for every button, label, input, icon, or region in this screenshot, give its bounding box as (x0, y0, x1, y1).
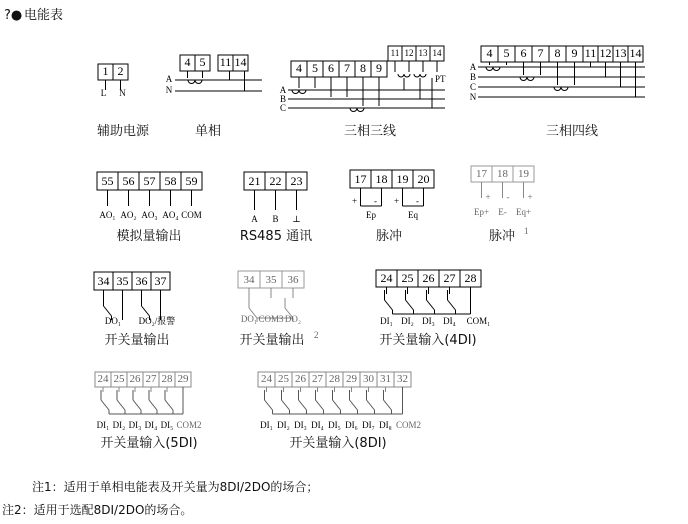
terminal-number: 59 (185, 174, 198, 188)
diagram-label: RS485 通讯 (239, 229, 313, 244)
pin-label: DI₁ (96, 420, 110, 430)
line-label: C (469, 82, 477, 92)
terminal-number: 7 (344, 61, 350, 75)
pin-label: AO₄ (162, 210, 179, 220)
footnote-2: 注2：适用于选配8DI/2DO的场合。 (2, 503, 193, 517)
pin-label: DI₄ (443, 316, 456, 326)
pin-label: DI₄ (311, 420, 324, 430)
terminal-number: 24 (97, 373, 109, 385)
terminal-number: 12 (404, 48, 414, 58)
bullet-marker: ?● (4, 8, 23, 23)
ct-coil-icon (554, 87, 568, 91)
terminal-number: 4 (296, 61, 302, 75)
terminal-number: 24 (261, 373, 272, 385)
terminal-number: 9 (571, 46, 578, 60)
header (4, 7, 63, 23)
ct-coil-icon (188, 80, 202, 84)
ct-coil-icon (350, 108, 364, 112)
terminal-number: 28 (464, 271, 477, 285)
pin-label: COM (181, 210, 202, 220)
terminal-number: 19 (396, 172, 409, 186)
terminal-number: 55 (101, 174, 114, 188)
pin-label: DI₂ (277, 420, 290, 430)
ct-coil-icon (292, 90, 306, 94)
pin-label: COM2 (176, 420, 202, 430)
terminal-number: 37 (154, 274, 167, 288)
pin-label: COM3 (258, 314, 284, 324)
pin-label: DI₅ (160, 420, 174, 430)
terminal-number: 20 (417, 172, 430, 186)
line-label: B (279, 94, 287, 104)
wire-line (350, 400, 358, 410)
polarity-sign: + (393, 196, 400, 206)
pin-label: N (119, 88, 126, 98)
ct-coil-icon (520, 77, 534, 81)
ct-coil-icon (486, 67, 500, 71)
pin-label: Ep (366, 210, 376, 220)
pin-label: COM2 (395, 420, 422, 430)
terminal-number: 5 (312, 61, 318, 75)
pin-label: DI₄ (144, 420, 158, 430)
footnote-mark: 1 (524, 226, 529, 236)
terminal-number: 28 (161, 373, 173, 385)
terminal-number: 36 (287, 274, 299, 286)
terminal-number: 32 (397, 373, 408, 385)
terminal-number: 35 (116, 274, 129, 288)
terminal-number: 29 (346, 373, 357, 385)
terminal-number: 14 (629, 46, 642, 60)
diagram-label: 模拟量输出 (116, 229, 182, 244)
terminal-number: 11 (219, 55, 232, 69)
terminal-number: 25 (113, 373, 125, 385)
ct-coil-icon (398, 74, 410, 77)
wire-line (299, 400, 307, 410)
wire-line (117, 400, 125, 410)
pin-label: AO₂ (120, 210, 137, 220)
pin-label: AO₃ (141, 210, 158, 220)
terminal-number: 18 (497, 168, 508, 180)
polarity-sign: - (506, 192, 510, 202)
terminal-number: 26 (422, 271, 435, 285)
terminal-number: 27 (312, 373, 323, 385)
wire-line (385, 300, 393, 310)
wire-line (101, 400, 109, 410)
terminal-number: 13 (614, 46, 627, 60)
line-label: N (469, 92, 477, 102)
polarity-sign: + (485, 192, 491, 202)
pin-label: DI₇ (362, 420, 375, 430)
diagram-label: 开关量输入(5DI) (100, 436, 198, 451)
switch-input-5di-diagram (95, 372, 202, 451)
pin-label: L (100, 88, 107, 98)
pin-label: B (272, 214, 279, 224)
diagram-label: 三相四线 (545, 124, 599, 139)
diagram-label: 开关量输入(8DI) (289, 436, 387, 451)
diagram-label: 开关量输出 (104, 333, 170, 348)
terminal-number: 34 (243, 274, 255, 286)
pin-label: DI₃ (294, 420, 307, 430)
pulse-diagram (350, 170, 434, 244)
terminal-number: 31 (380, 373, 391, 385)
pin-label: COM₁ (466, 316, 491, 326)
wire-line (265, 400, 273, 410)
line-label: A (165, 74, 173, 84)
pin-label: DO₁ (240, 314, 258, 324)
switch-input-8di-diagram (258, 372, 421, 451)
diagram-label: 辅助电源 (96, 124, 150, 139)
pin-label: A (251, 214, 258, 224)
diagram-label: 脉冲 (375, 229, 403, 244)
terminal-number: 27 (145, 373, 157, 385)
wire-line (316, 400, 324, 410)
pin-label: ⊥ (292, 214, 301, 224)
terminal-number: 35 (265, 274, 277, 286)
terminal-number: 4 (486, 46, 493, 60)
line-label: N (165, 85, 173, 95)
terminal-number: 6 (520, 46, 527, 60)
diagram-label: 三相三线 (343, 124, 397, 139)
wire-line (133, 400, 141, 410)
analog-output-diagram (97, 172, 202, 244)
wire-line (142, 306, 150, 316)
terminal-number: 4 (184, 55, 191, 69)
terminal-number: 34 (97, 274, 110, 288)
terminal-number: 7 (537, 46, 544, 60)
polarity-sign: + (527, 192, 533, 202)
terminal-number: 30 (363, 373, 374, 385)
terminal-number: 25 (401, 271, 414, 285)
wire-line (165, 400, 173, 410)
terminal-number: 8 (360, 61, 366, 75)
wire-line (384, 400, 392, 410)
single-phase-diagram (166, 55, 262, 139)
terminal-number: 17 (476, 168, 487, 180)
pin-label: AO₁ (99, 210, 116, 220)
terminal-number: 29 (177, 373, 189, 385)
line-label: A (469, 62, 477, 72)
pin-label: DI₅ (328, 420, 341, 430)
terminal-number: 36 (135, 274, 148, 288)
terminal-number: 25 (278, 373, 289, 385)
terminal-number: 18 (375, 172, 388, 186)
pin-label: DO₁ (104, 316, 122, 326)
line-label: B (469, 72, 477, 82)
footnotes (2, 479, 318, 517)
switch-output-diagram-note2 (238, 271, 319, 348)
terminal-number: 24 (380, 271, 393, 285)
pin-label: Eq (408, 210, 418, 220)
pin-label: DI₁ (260, 420, 273, 430)
pin-label: E- (498, 207, 507, 217)
switch-output-diagram (94, 272, 175, 348)
pin-label: DI₈ (379, 420, 392, 430)
wire-line (406, 300, 414, 310)
polarity-sign: - (374, 196, 377, 206)
pin-label: DI₂ (112, 420, 126, 430)
terminal-number: 9 (376, 61, 382, 75)
terminal-number: 23 (290, 174, 303, 188)
terminal-number: 58 (164, 174, 177, 188)
terminal-number: 22 (269, 174, 282, 188)
terminal-number: 27 (443, 271, 456, 285)
terminal-number: 11 (584, 46, 597, 60)
terminal-number: 6 (328, 61, 334, 75)
wire-line (367, 400, 375, 410)
footnote-1: 注1：适用于单相电能表及开关量为8DI/2DO的场合； (32, 480, 319, 494)
diagram-label: 开关量输出 (239, 333, 305, 348)
aux-power-diagram (97, 64, 150, 139)
pin-label: DO₂ (284, 314, 302, 324)
terminal-number: 2 (117, 64, 124, 78)
pin-label: DI₆ (345, 420, 358, 430)
terminal-number: 13 (418, 48, 428, 58)
pin-label: Ep+ (473, 207, 490, 217)
terminal-number: 11 (390, 48, 400, 58)
pin-label: DO₂/报警 (138, 316, 176, 326)
terminal-number: 5 (503, 46, 510, 60)
pin-label: DI₃ (128, 420, 142, 430)
terminal-number: 19 (518, 168, 529, 180)
pin-label: Eq+ (515, 207, 532, 217)
pt-label: PT (435, 74, 446, 84)
pulse-diagram-note1 (471, 166, 534, 244)
footnote-mark: 2 (314, 330, 319, 340)
pin-label: DI₃ (422, 316, 435, 326)
switch-input-4di-diagram (376, 270, 490, 348)
section-title: 电能表 (24, 8, 64, 23)
terminal-number: 26 (295, 373, 306, 385)
terminal-number: 56 (122, 174, 135, 188)
rs485-diagram (240, 172, 312, 244)
wire-line (448, 300, 456, 310)
polarity-sign: + (351, 196, 358, 206)
diagram-label: 单相 (194, 124, 222, 139)
wire-line (104, 306, 112, 316)
polarity-sign: - (416, 196, 419, 206)
terminal-number: 21 (248, 174, 261, 188)
wire-line (427, 300, 435, 310)
terminal-number: 26 (129, 373, 141, 385)
terminal-number: 12 (599, 46, 612, 60)
terminal-number: 5 (199, 55, 206, 69)
terminal-number: 14 (432, 48, 442, 58)
wire-line (333, 400, 341, 410)
terminal-number: 28 (329, 373, 340, 385)
terminal-number: 1 (102, 64, 109, 78)
line-label: A (279, 85, 287, 95)
wire-line (282, 400, 290, 410)
three-phase-three-wire-diagram (280, 46, 446, 139)
pin-label: DI₂ (401, 316, 414, 326)
diagram-label: 开关量输入(4DI) (379, 333, 477, 348)
line-label: C (279, 103, 287, 113)
pin-label: DI₁ (380, 316, 393, 326)
diagram-label: 脉冲 (488, 229, 516, 244)
terminal-number: 14 (234, 55, 247, 69)
wire-line (149, 400, 157, 410)
terminal-number: 17 (354, 172, 367, 186)
ct-coil-icon (414, 74, 426, 77)
terminal-number: 8 (554, 46, 561, 60)
terminal-number: 57 (143, 174, 156, 188)
three-phase-four-wire-diagram (470, 46, 645, 139)
